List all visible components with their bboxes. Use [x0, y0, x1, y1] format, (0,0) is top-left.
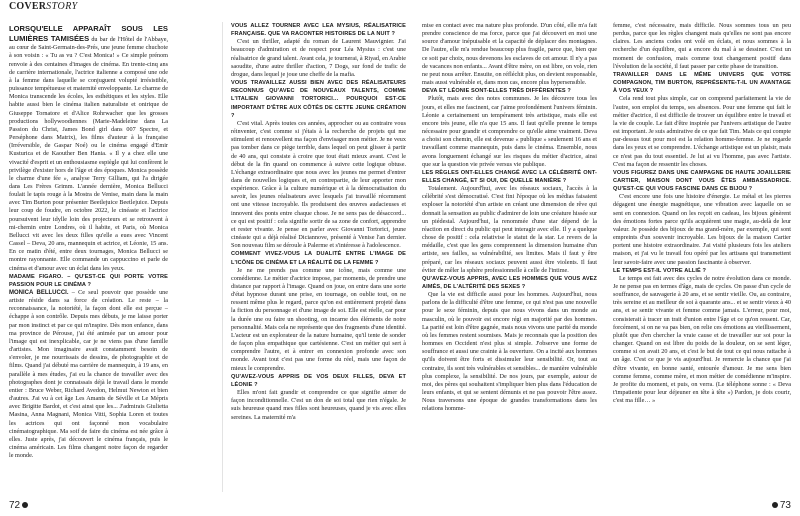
column-3 [422, 22, 597, 496]
bullet-icon [22, 502, 28, 508]
answer-9: Cela rend tout plus simple, car on comprend parfaitement la vie de l'autre, son emploi du temps, ses absences. Pour une femme qui fait le métier d'actrice, il est difficile de trouver un équilibre entre le travail et la vie de couple. Le fait d'être inspirée par l'univers artistique de l'autre est important. Je suis admirative de ce que fait Tim. Mais ce qui compte par-dessus tout pour moi est la relation homme-femme. Je ne regarde dans les yeux et se comprendre. L'échange artistique est un plaisir, mais ce n'est pas du tout essentiel. Je lui ai vu l'homme, pas avec l'artiste. C'est ma façon de ressentir les choses. [613, 95, 791, 168]
lead-body: du bar de l'Hôtel de l'Abbaye, au cœur de Saint-Germain-des-Prés, une jeune femme chuchote à son voisin : « Tu as vu ? C'est Monica! » Ce simple prénom renvoie à des centaines d'images de cinéma. En trente-cinq ans de carrière internationale, l'actrice italienne a composé une ode à la femme dans laquelle se conjuguent volupté irrésistible, puissance tempétueuse et maternité enveloppante. Le charme de Monica transcende les écoles, les esthétiques et les styles. Elle habite aussi bien le cinéma italien naturaliste et onirique de Giuseppe Tornatore et d'Alice Rohrwacher que les grosses productions hollywoodiennes (Marie-Madeleine dans La Passion du Christ, James Bond girl dans 007 Spectre, et Perséphone dans Matrix), les films d'auteur à la française (Irréversible, de Gaspar Noé) ou le cinéma engagé d'Emir Kusturica et de Kaouther Ben Hania. « Il y a chez elle une vivacité d'esprit et un enthousiasme espiègle qui lui confèrent le privilège d'exister hors de l'âge et des époques. Monica possède le charme d'une fée », analyse Terry Gilliam, qui l'a dirigée dans Les Frères Grimm. L'année dernière, Monica Bellucci foulait le tapis rouge à la Mostra de Venise, main dans la main avec Tim Burton pour présenter Beetlejuice Beetlejuice. Depuis leur coup de foudre, en octobre 2022, le cinéaste et l'actrice poursuivent leur idylle loin des projecteurs et se retrouvent à mi-chemin entre Londres, où il habite, et Paris, où Monica Bellucci vit avec les deux filles qu'elle a eues avec Vincent Cassel – Deva, 20 ans, mannequin et actrice, et Léonie, 15 ans. En ce matin d'été, entre deux tournages, Monica Bellucci se montre rayonnante. Elle commande un cappuccino et parle de cinéma et d'amour avec un éclat dans les yeux. [9, 36, 168, 272]
column-1 [9, 24, 168, 460]
answer-5: Elles m'ont fait grandir et comprendre ce que signifie aimer de façon inconditionnelle. C'est un don de soi total que rien n'égale. Je suis heureuse quand mes filles sont heureuses, quand je vis avec elles sereines. La maternité m'a [231, 389, 406, 421]
question-11: LE TEMPS EST-IL VOTRE ALLIÉ ? [613, 267, 707, 274]
lead-title: LORSQU'ELLE APPARAÎT SOUS LES LUMIÈRES TAMISÉES [9, 24, 168, 44]
question-3: VOUS TRAVAILLEZ AUSSI BIEN AVEC DES RÉALISATEURS RECONNUS QU'AVEC DE NOUVEAUX TALENTS, COMME L'ITALIEN GIOVANNI TORTORICI… POURQUOI EST-CE IMPORTANT D'ÊTRE AUX CÔTÉS DE CETTE JEUNE CRÉATION ? [231, 80, 406, 119]
header-cover: COVER [9, 1, 47, 12]
answer-7: Totalement. Aujourd'hui, avec les réseaux sociaux, l'accès à la célébrité s'est démocratisé. C'est fini l'époque où les médias faisaient exploser la notoriété d'un artiste en créant une dimension de rêve qui donnait la sensation au public d'admirer de loin une créature hissée sur un piédestal. Aujourd'hui, la renommée d'une star dépend de la réaction en direct du public qui peut interagir avec elle. Il y a quelque chose de positif : cela relativise le statut de la star. Le revers de la médaille, c'est que les gens comprennent la dimension humaine d'un artiste, ses failles, sa vulnérabilité, ses limites. Mais il faut y être préparé, car les réseaux sociaux peuvent aussi être violents. Il faut éviter de mêler la sphère professionnelle à celle de l'intime. [422, 185, 597, 274]
answer-6: Plutôt, mais avec des notes communes. Je les découvre tous les jours, et elles me fascinent, car j'aime profondément l'univers féminin. Léonie a certainement un tempérament très artistique, mais elle est encore très jeune, elle n'a que 15 ans. Il faut qu'elle prenne le temps nécessaire pour grandir et comprendre ce qu'elle aime vraiment. Deva a choisi son chemin, elle est devenue « publique » seulement 16 ans et travaillant comme mannequin, puis dans le cinéma. Ensemble, nous avons longuement échangé sur les risques du métier d'actrice, ainsi que sur la question vie privée versus vie publique. [422, 95, 597, 168]
page-number-left [9, 500, 30, 511]
question-2: VOUS ALLEZ TOURNER AVEC LEA MYSIUS, RÉALISATRICE FRANÇAISE. QUE VA RACONTER HISTOIRES DE LA NUIT ? [231, 23, 406, 38]
question-7: LES RÈGLES ONT-ELLES CHANGÉ AVEC LA CÉLÉBRITÉ ONT-ELLES CHANGÉ, ET SI OUI, DE QUELLE MANIÈRE ? [422, 169, 597, 184]
question-10: VOUS FIGUREZ DANS UNE CAMPAGNE DE HAUTE JOAILLERIE CARTIER, MAISON DONT VOUS ÊTES AMBASSADRICE. QU'EST-CE QUI VOUS FASCINE DANS CE BIJOU ? [613, 169, 791, 193]
answer-10: C'est encore une fois une histoire d'énergie. Le métal et les pierres dégagent une énergie magnétique, une vibration avec laquelle on se sent en connexion. Quand on les reçoit en cadeau, les bijoux génèrent des émotions fortes parce qu'ils acquièrent une magie, au-delà de leur valeur. Je possède des bijoux de ma grand-mère, par exemple, qui sont empreints d'un souvenir incroyable. Les bijoux de la maison Cartier portent une histoire extraordinaire. J'ai visité plusieurs fois les ateliers maison, et j'ai vu le travail fou opéré par les artisans qui transmettent leur savoir-faire avec une passion fascinante à observer. [613, 193, 791, 266]
column-divider [222, 22, 223, 492]
answer-4: Je ne me prends pas comme une icône, mais comme une comédienne. Le métier d'actrice impose, par moments, de prendre une distance par rapport à l'image. Quand on joue, on entre dans une sorte d'état hypnose durant une prise, en tournage, on oublie tout, on ne ressent même plus le regard, parce qu'on est entièrement projeté dans la fiction du personnage et d'une image de soi. Elle est réelle, car pour la durée une ou faire un shooting, on incarne des éléments de notre personnalité. Mais cela ne représente que des fragments d'une identité. L'acteur est un explorateur de la nature humaine, qu'il tente de sonder de façon plus empathique que cartésienne. C'est un métier qui sert à comprendre l'autre, et à entrer en connexion profonde avec son monde. Avant tout c'est pas une forme du réel, mais une façon de mieux le comprendre. [231, 266, 406, 372]
question-5: QU'AVEZ-VOUS APPRIS DE VOS DEUX FILLES, DEVA ET LÉONIE ? [231, 373, 406, 388]
answer-3: C'est vital. Après toutes ces années, approcher ou au contraire vous réinventer, c'est comme si j'étais à la recherche de projets qui me stimulent et renouvellent ma façon d'envisager mon métier. Je ne veux pas tomber dans ce piège terrible, dans lequel on peut glisser à partir de 40 ans, qui consiste à croire que tout était mieux avant. C'est le début de la fin quand on commence à suivre cette logique obtuse. L'échange extraordinaire que nous avec les jeunes me permet d'entrer dans de nouvelles logiques et, en contrepartie, de leur apporter mon expérience. Grâce à la culture numérique et à la démocratisation du savoir, les jeunes réalisateurs avec lesquels j'ai travaillé récemment ont une vitesse incroyable. Ils produisent des œuvres audacieuses et innovent des ponts entre chaque chose. Je ne sens pas de désaccord... ce qui est positif : cela signifie sortir de sa zone de confort, apprendre et rester vivante. Je pense en parler avec Giovanni Tortorici, jeune cinéaste qui a déjà réalisé Diciannove, présenté à Venise l'an dernier. Son nouveau film se déroule à Palerme et s'intéresse à l'adolescence. [231, 119, 406, 250]
answer-8-cont: femme, c'est nécessaire, mais difficile. Nous sommes tous un peu perdus, parce que les règles changent mais qu'elles ne sont pas encore claires. Les anciens codes ont volé en éclats, et nous sommes à la recherche d'un équilibre, qui a encore du mal à se dessiner. C'est un moment de confusion, mais comme tout changement positif dans l'évolution de la société, il faut passer par cette phase de transition. [613, 22, 791, 70]
section-header [9, 1, 78, 12]
page-number-right [770, 500, 791, 511]
answer-1 [9, 289, 168, 460]
answer-8: Que la vie est difficile aussi pour les hommes. Aujourd'hui, nous parlons de la difficulté d'être une femme, ce qui n'est pas une nouvelle pour le sexe féminin, depuis que nous vivons dans un monde au masculin, où le pouvoir est encore régi en majorité par des hommes. La parité est loin d'être gagnée, mais nous vivons une parité du monde où les femmes restent soumises. Mais je reconnais que la position des hommes en Occident n'est plus si simple. J'observe une forme de souffrance et aussi une crainte à la ouverture. On a incité aux hommes qu'ils doivent être forts et dissimuler leur sensibilité. Or, tout au contraire, ils sont très vulnérables et sensibles... de manière vulnérable plus complexe, la sensibilité. De nos jours, par exemple, autour de moi, des pères qui souhaitent s'impliquer bien plus dans l'éducation de leurs enfants, et qui se sentent démunis et ne pas pouvoir l'être assez. Nous traversons une époque de grandes transformations dans les relations homme- [422, 291, 597, 413]
answer-1-text: – Ce seul pouvoir que possède une artiste réside dans sa force de création. Le reste – la reconnaissance, la notoriété, la façon dont elle est perçue – échappe à son contrôle. Depuis mes débuts, je me laisse porter par mon instinct et par ce qui m'inspire. Dès mon enfance, dans ma province de Pérouse, j'ai été animée par un amour pour l'image qui est inexplicable, car je ne viens pas d'une famille d'artistes. Mon imaginaire avait constamment besoin de s'envoler, je me nourrissais de dessins, de photographie et de films. Quand j'ai débuté ma carrière de mannequin, à 19 ans, en parallèle à mes études, j'ai eu la chance de travailler avec des photographes dont je connaissais déjà le travail dans le monde entier : Bruce Weber, Richard Avedon, Helmut Newton et bien d'autres. J'ai vu à cet âge Les Amants de Séville et Le Mépris avec Brigitte Bardot, et c'est ainsi que les... J'admirais Giulietta Masina, Anna Magnani, Monica Vitti, Sophia Loren et toutes les actrices qui ont façonné mon vocabulaire cinématographique. Ma soif de faire du cinéma est née grâce à elles. Juste après, j'ai découvert le cinéma français, puis le cinéma américain. Les films changent notre façon de regarder le monde. [9, 289, 168, 460]
header-story: STORY [46, 1, 78, 12]
answer-11: Le temps est fait avec des cycles de notre évolution dans ce monde. Je ne pense pas en termes d'âge, mais de cycles. On passe d'un cycle de souffrance, de sauvagerie à 20 ans, et se sentir vieille. Ou, au contraire, très sereine et au meilleur de soi à quarante ans... et se sentir vieux à 40 ans, et se sentir vivante et femme comme jamais. L'erreur, pour moi, consisterait à tracer un trait d'union entre l'âge et ce qu'on ressent. Car, forcément, si on ne va pas bien, on relie ces émotions au vieillissement, plutôt que d'en chercher la vraie cause et de travailler sur soi pour la changer. Quand on est libre du poids de la douleur, on se sent léger, comme si on avait 20 ans, et c'est le but de tout ce qui nous rattache à un âge. C'est ce que je vis aujourd'hui. Je remercie la chance que j'ai d'être vivante, en bonne santé, entourée d'amour. Je me sens bien comme femme, comme mère, et mon métier de comédienne m'inspire. Je profite du moment, et puis, on verra. (Le téléphone sonne : « Deva t'impatiente pour leur déjeuner en tête à tête ») Pardon, je dois courir, c'est ma fille… » [613, 274, 791, 405]
question-8: QU'AVEZ-VOUS APPRIS, AVEC LES HOMMES QUE VOUS AVEZ AIMÉS, DE L'ALTÉRITÉ DES SEXES ? [422, 275, 597, 290]
lead-paragraph [9, 24, 168, 273]
answer-speaker: MONICA BELLUCCI. [9, 290, 69, 296]
question-9: TRAVAILLER DANS LE MÊME UNIVERS QUE VOTRE COMPAGNON, TIM BURTON, REPRÉSENTE-T-IL UN AVANTAGE À VOS YEUX ? [613, 71, 791, 95]
answer-5-cont: mise en contact avec ma nature plus profonde. D'un côté, elle m'a fait prendre conscience de ma force, parce que j'ai découvert en moi une source d'amour inépuisable et la capacité de déplacer des montagnes. De l'autre, elle m'a rendue beaucoup plus fragile, parce que, bien que ce soit par choix, nous devenons les esclaves de cet amour. Il n'y a pas de vacances non enfants... Avant d'être mère, on est libre, on vole, rien ne peut nous arrêter. Ensuite, on réfléchit plus, on devient responsable, mais aussi vulnérable et, dans mon cas, encore plus hypersensible. [422, 22, 597, 87]
column-2 [231, 22, 406, 496]
question-6: DEVA ET LÉONIE SONT-ELLES TRÈS DIFFÉRENTES ? [422, 88, 571, 95]
bullet-icon [772, 502, 778, 508]
question-4: COMMENT VIVEZ-VOUS LA DUALITÉ ENTRE L'IMAGE DE L'ICÔNE DE CINÉMA ET LA RÉALITÉ DE LA FEMME ? [231, 251, 406, 266]
page-number-left-text: 72 [9, 500, 21, 511]
question-1: MADAME FIGARO. – QU'EST-CE QUI PORTE VOTRE PASSION POUR LE CINÉMA ? [9, 273, 168, 288]
column-4 [613, 22, 791, 496]
page-number-right-text: 73 [779, 500, 791, 511]
answer-2: C'est un thriller, adapté du roman de Laurent Mauvignier. J'ai beaucoup d'admiration et de respect pour Léa Mysius : c'est une réalisatrice de grand talent. Avant cela, je tournerai, à Riyad, en Arabie saoudite, d'une autre thriller d'action, 7 Dogs, sur fond de trafic de drogue, dans lequel je joue une cheffe de la mafia. [231, 38, 406, 78]
